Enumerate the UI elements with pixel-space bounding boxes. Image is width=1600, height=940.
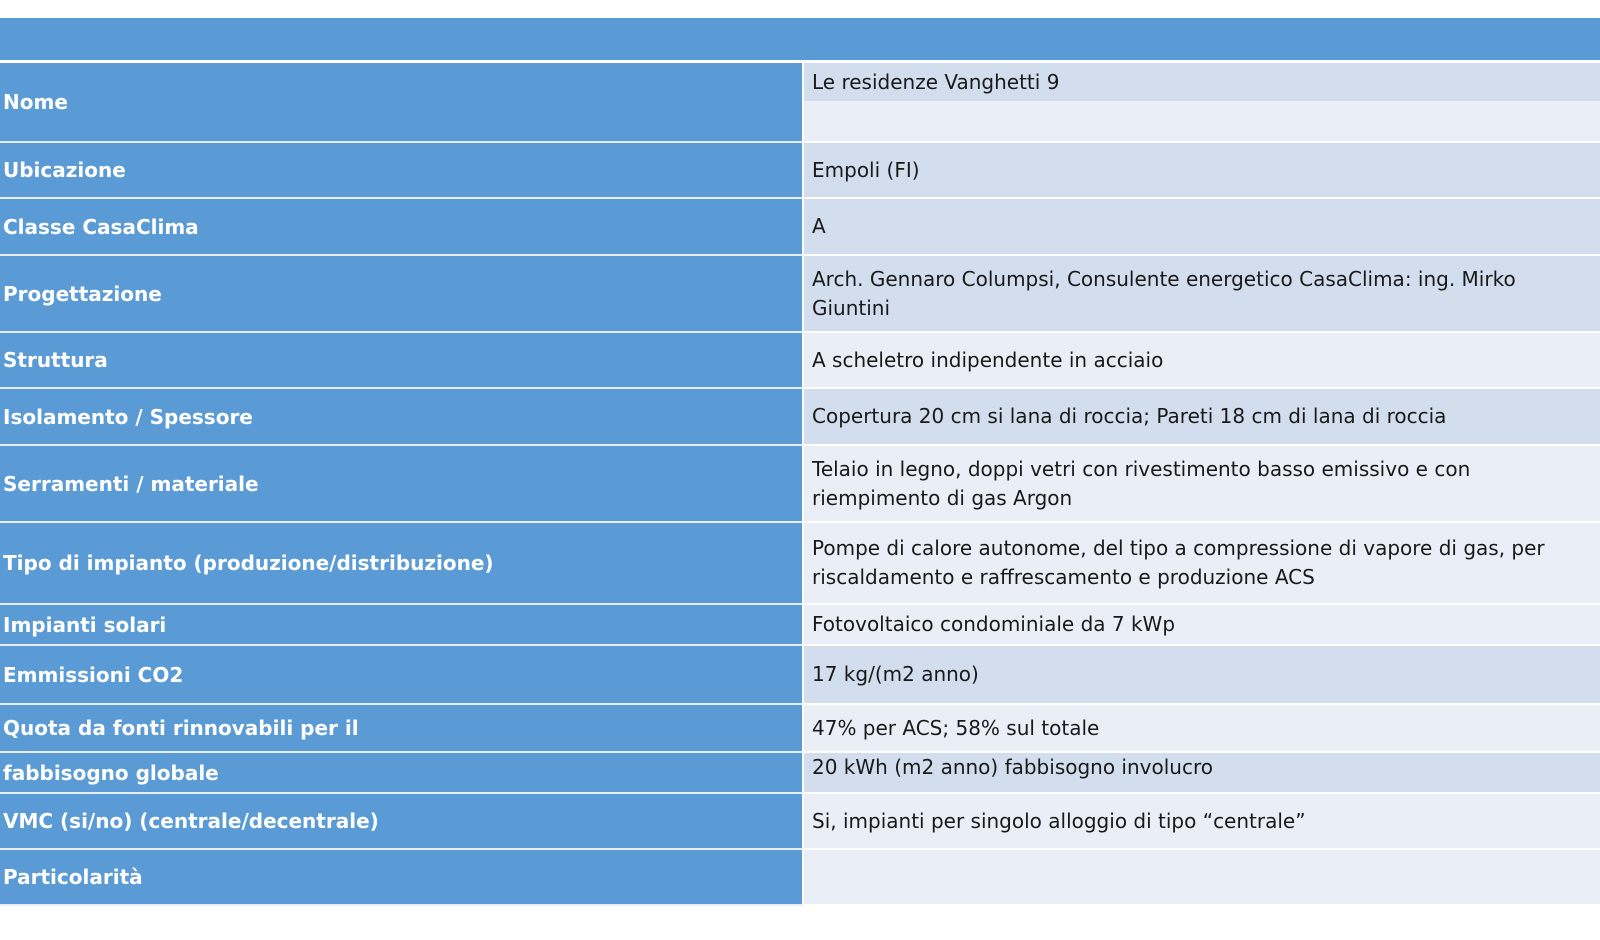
- row-value-empty: [804, 101, 1600, 141]
- row-label: Struttura: [0, 333, 804, 389]
- row-label: Isolamento / Spessore: [0, 389, 804, 446]
- row-label: Tipo di impianto (produzione/distribuzione): [0, 523, 804, 605]
- project-data-table: [0, 18, 1600, 906]
- row-label: Progettazione: [0, 256, 804, 333]
- row-value: Empoli (FI): [804, 143, 1600, 199]
- table-row: [0, 143, 1600, 199]
- table-row: [0, 446, 1600, 523]
- row-label: Serramenti / materiale: [0, 446, 804, 523]
- row-label: Classe CasaClima: [0, 199, 804, 256]
- table-row: [0, 333, 1600, 389]
- table-row: [0, 199, 1600, 256]
- row-value: [804, 850, 1600, 906]
- row-value: A scheletro indipendente in acciaio: [804, 333, 1600, 389]
- row-value: Si, impianti per singolo alloggio di tipo “centrale”: [804, 794, 1600, 850]
- row-label: Impianti solari: [0, 605, 804, 646]
- row-label: Emmissioni CO2: [0, 646, 804, 705]
- table-row: [0, 256, 1600, 333]
- row-value: Fotovoltaico condominiale da 7 kWp: [804, 605, 1600, 646]
- row-value: 17 kg/(m2 anno): [804, 646, 1600, 705]
- row-value: Copertura 20 cm si lana di roccia; Pareti 18 cm di lana di roccia: [804, 389, 1600, 446]
- row-value: Telaio in legno, doppi vetri con rivestimento basso emissivo e con riempimento di gas Argon: [804, 446, 1600, 523]
- row-value: Le residenze Vanghetti 9: [804, 63, 1600, 101]
- row-label: Quota da fonti rinnovabili per il: [0, 705, 804, 753]
- row-value: Pompe di calore autonome, del tipo a compressione di vapore di gas, per riscaldamento e raffrescamento e produzione ACS: [804, 523, 1600, 605]
- row-value: 20 kWh (m2 anno) fabbisogno involucro: [804, 753, 1600, 794]
- table-row: [0, 646, 1600, 705]
- row-label: Particolarità: [0, 850, 804, 906]
- table-row: [0, 63, 1600, 143]
- row-label: Ubicazione: [0, 143, 804, 199]
- row-label: fabbisogno globale: [0, 753, 804, 794]
- table-header-bar: [0, 18, 1600, 63]
- row-label: VMC (si/no) (centrale/decentrale): [0, 794, 804, 850]
- table-row: [0, 605, 1600, 646]
- row-value: A: [804, 199, 1600, 256]
- table-row: [0, 850, 1600, 906]
- table-row: [0, 523, 1600, 605]
- table-row: [0, 753, 1600, 794]
- table-row: [0, 389, 1600, 446]
- row-value: Arch. Gennaro Columpsi, Consulente energetico CasaClima: ing. Mirko Giuntini: [804, 256, 1600, 333]
- row-value: 47% per ACS; 58% sul totale: [804, 705, 1600, 753]
- row-label: Nome: [0, 63, 804, 143]
- row-value-cell: [804, 63, 1600, 143]
- table-row: [0, 794, 1600, 850]
- table-row: [0, 705, 1600, 753]
